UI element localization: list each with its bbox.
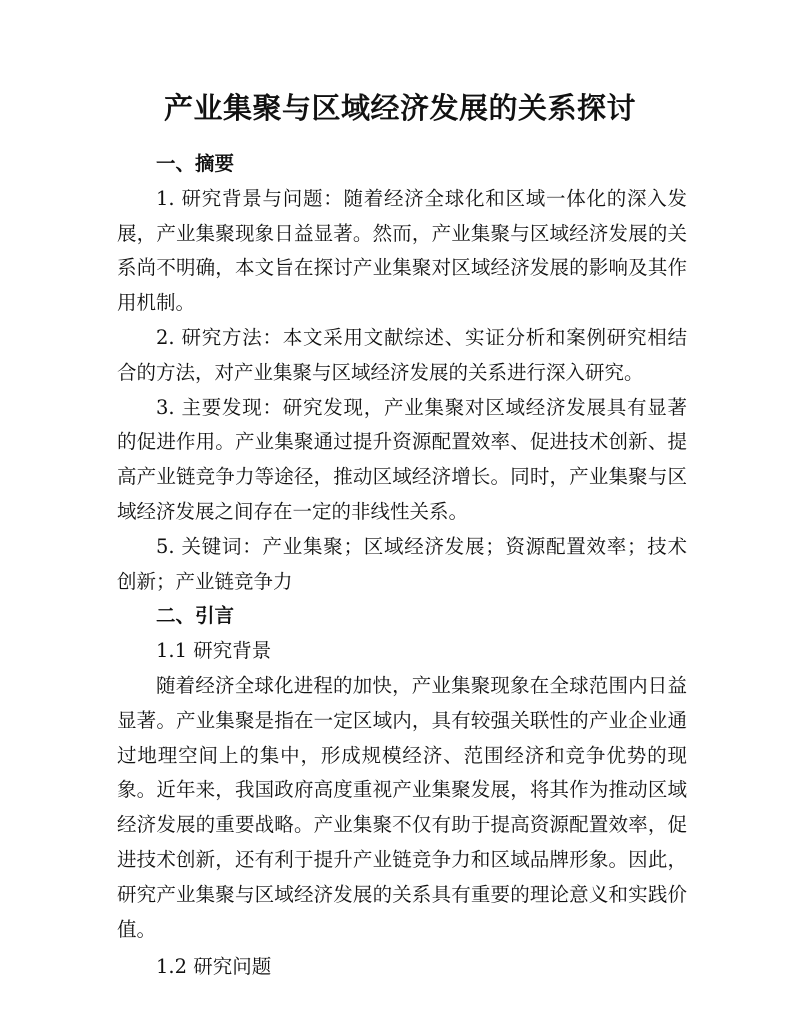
abstract-paragraph-1: 1. 研究背景与问题：随着经济全球化和区域一体化的深入发展，产业集聚现象日益显著。然而，产业集聚与区域经济发展的关系尚不明确，本文旨在探讨产业集聚对区域经济发展的影响及其作用机制。 — [117, 186, 687, 315]
abstract-keywords: 5. 关键词：产业集聚；区域经济发展；资源配置效率；技术创新；产业链竞争力 — [117, 534, 687, 593]
background-paragraph: 随着经济全球化进程的加快，产业集聚现象在全球范围内日益显著。产业集聚是指在一定区域内，具有较强关联性的产业企业通过地理空间上的集中，形成规模经济、范围经济和竞争优势的现象。近年来，我国政府高度重视产业集聚发展，将其作为推动区域经济发展的重要战略。产业集聚不仅有助于提高资源配置效率，促进技术创新，还有利于提升产业链竞争力和区域品牌形象。因此，研究产业集聚与区域经济发展的关系具有重要的理论意义和实践价值。 — [117, 673, 687, 941]
document-title: 产业集聚与区域经济发展的关系探讨 — [163, 91, 636, 125]
document-body — [117, 147, 687, 985]
abstract-paragraph-2: 2. 研究方法：本文采用文献综述、实证分析和案例研究相结合的方法，对产业集聚与区域经济发展的关系进行深入研究。 — [117, 325, 687, 384]
section-heading-introduction: 二、引言 — [156, 604, 235, 628]
subsection-heading-research-questions: 1.2 研究问题 — [156, 955, 272, 979]
abstract-paragraph-3: 3. 主要发现：研究发现，产业集聚对区域经济发展具有显著的促进作用。产业集聚通过提升资源配置效率、促进技术创新、提高产业链竞争力等途径，推动区域经济增长。同时，产业集聚与区域经济发展之间存在一定的非线性关系。 — [117, 395, 687, 523]
section-heading-abstract: 一、摘要 — [156, 152, 235, 175]
subsection-heading-background: 1.1 研究背景 — [156, 639, 272, 663]
